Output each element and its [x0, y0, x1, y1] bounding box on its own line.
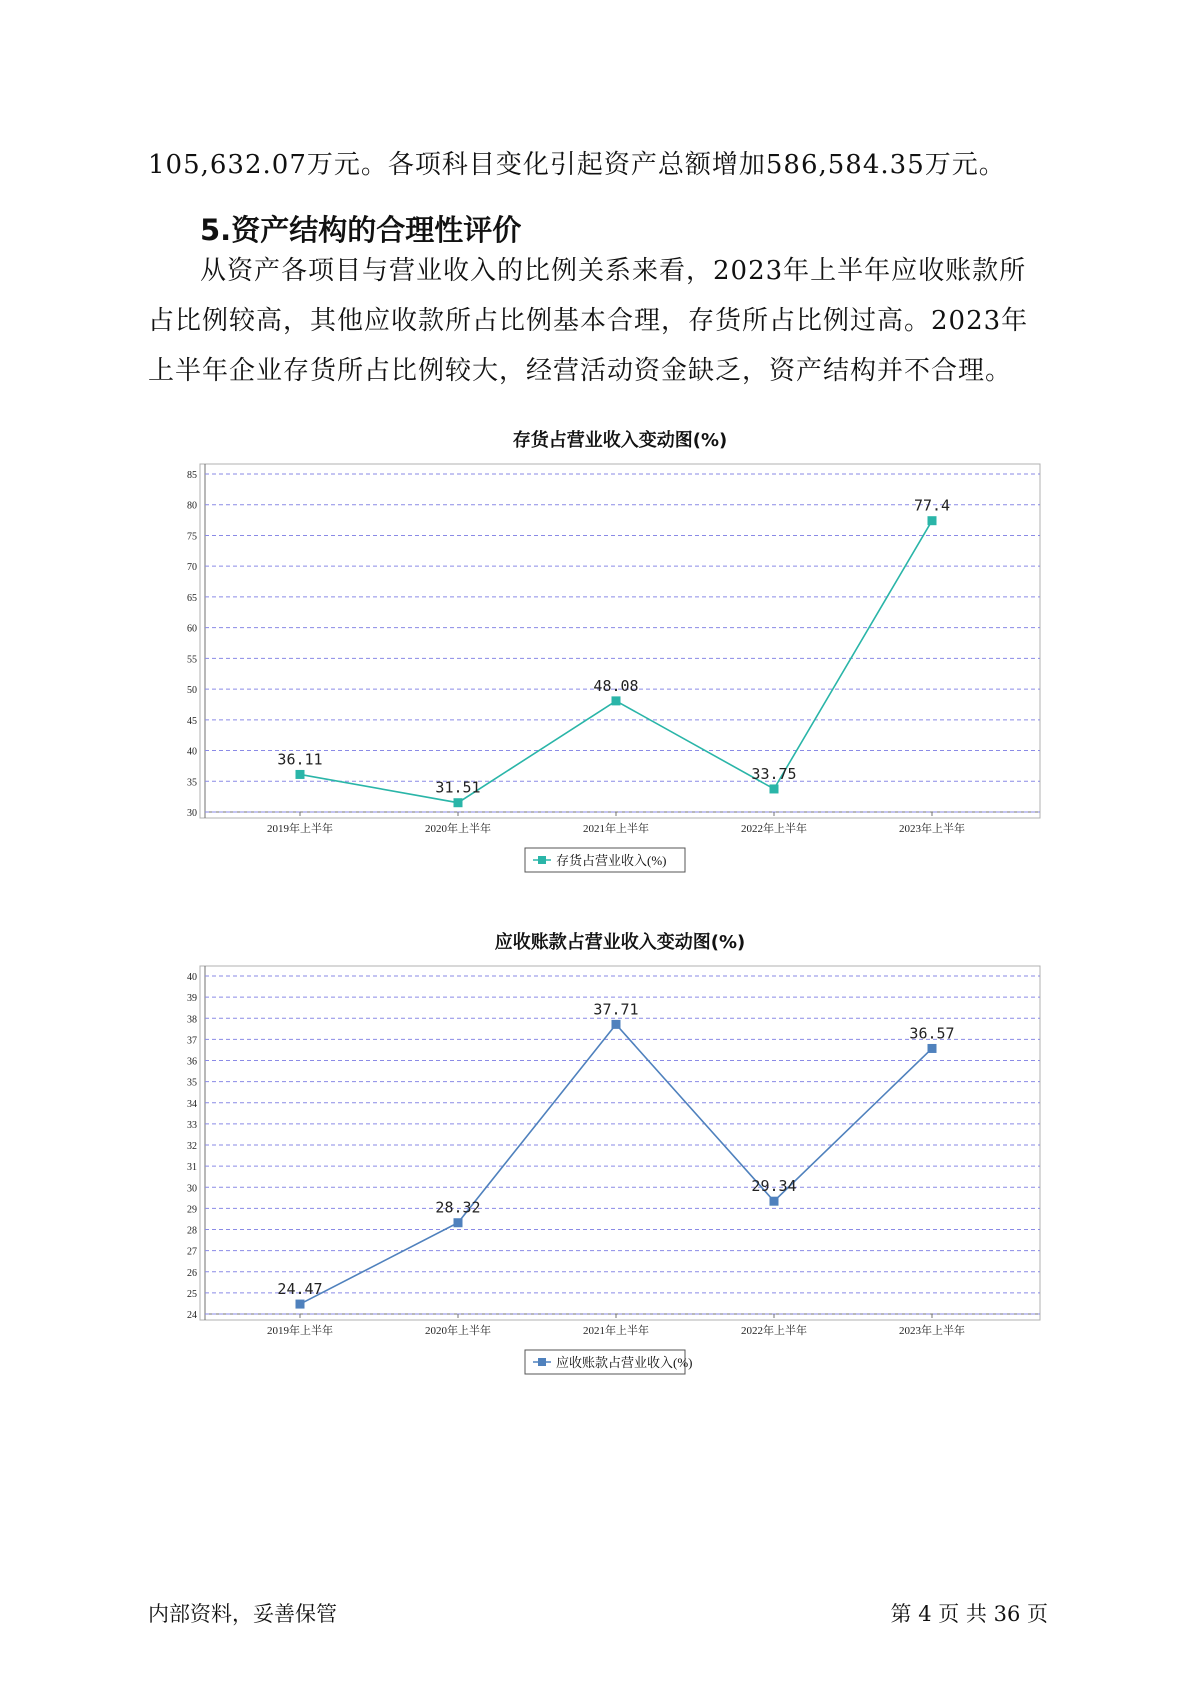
data-label: 36.57	[909, 1024, 955, 1043]
y-tick-label: 75	[187, 531, 197, 543]
y-tick-label: 39	[187, 993, 197, 1005]
y-tick-label: 37	[187, 1035, 197, 1047]
data-point-marker	[612, 1020, 621, 1029]
y-tick-label: 24	[187, 1310, 197, 1321]
section-heading: 5.资产结构的合理性评价	[200, 213, 522, 247]
data-label: 31.51	[435, 778, 481, 797]
chart-title: 存货占营业收入变动图(%)	[512, 430, 728, 451]
y-tick-label: 85	[187, 470, 197, 481]
y-tick-label: 33	[187, 1119, 197, 1131]
data-point-marker	[612, 696, 621, 705]
data-label: 48.08	[593, 676, 639, 695]
x-tick-label: 2021年上半年	[583, 823, 649, 835]
data-label: 28.32	[435, 1198, 481, 1217]
y-tick-label: 45	[187, 715, 197, 727]
footer-confidential-note: 内部资料，妥善保管	[148, 1602, 337, 1626]
y-tick-label: 55	[187, 654, 197, 666]
series-line	[300, 521, 932, 803]
y-tick-label: 25	[187, 1288, 197, 1300]
x-tick-label: 2023年上半年	[899, 1325, 965, 1337]
y-tick-label: 26	[187, 1267, 197, 1279]
data-point-marker	[770, 1197, 779, 1206]
footer-page-number: 第 4 页 共 36 页	[890, 1602, 1048, 1626]
x-tick-label: 2020年上半年	[425, 1325, 491, 1337]
series-line	[300, 1024, 932, 1304]
y-tick-label: 28	[187, 1225, 197, 1237]
y-tick-label: 70	[187, 562, 197, 574]
receivables-ratio-chart-svg	[0, 922, 1191, 1382]
data-label: 77.4	[913, 496, 951, 515]
body-text-line: 105,632.07万元。各项科目变化引起资产总额增加586,584.35万元。	[148, 150, 1006, 180]
inventory-ratio-chart	[0, 420, 1191, 880]
legend-marker	[538, 1358, 546, 1366]
x-tick-label: 2021年上半年	[583, 1325, 649, 1337]
x-tick-label: 2019年上半年	[267, 1325, 333, 1337]
x-tick-label: 2020年上半年	[425, 823, 491, 835]
x-tick-label: 2023年上半年	[899, 823, 965, 835]
data-label: 37.71	[593, 1000, 639, 1019]
plot-frame	[200, 966, 1040, 1320]
data-label: 29.34	[751, 1177, 797, 1196]
y-tick-label: 32	[187, 1141, 197, 1152]
data-point-marker	[296, 1300, 305, 1309]
y-tick-label: 31	[187, 1162, 197, 1174]
plot-frame	[200, 464, 1040, 818]
y-tick-label: 60	[187, 623, 197, 635]
body-paragraph: 从资产各项目与营业收入的比例关系来看，2023年上半年应收账款所占比例较高，其他应收款所占比例基本合理，存货所占比例过高。2023年上半年企业存货所占比例较大，经营活动资金缺乏，资产结构并不合理。	[148, 256, 1029, 386]
data-point-marker	[928, 1044, 937, 1053]
data-label: 33.75	[751, 764, 797, 783]
y-tick-label: 40	[187, 746, 197, 758]
x-tick-label: 2022年上半年	[741, 823, 807, 835]
y-tick-label: 50	[187, 685, 197, 697]
data-point-marker	[770, 784, 779, 793]
y-tick-label: 34	[187, 1098, 197, 1110]
y-tick-label: 65	[187, 592, 197, 604]
receivables-ratio-chart	[0, 922, 1191, 1382]
y-tick-label: 30	[187, 1183, 197, 1195]
data-point-marker	[454, 1218, 463, 1227]
y-tick-label: 36	[187, 1056, 197, 1068]
y-tick-label: 29	[187, 1204, 197, 1216]
data-label: 24.47	[277, 1280, 323, 1299]
legend-marker	[538, 856, 546, 864]
data-label: 36.11	[277, 750, 323, 769]
y-tick-label: 80	[187, 500, 197, 512]
y-tick-label: 27	[187, 1246, 197, 1258]
y-tick-label: 40	[187, 972, 197, 983]
x-tick-label: 2019年上半年	[267, 823, 333, 835]
y-tick-label: 35	[187, 1077, 197, 1089]
data-point-marker	[928, 516, 937, 525]
legend-label: 存货占营业收入(%)	[556, 853, 667, 868]
chart-title: 应收账款占营业收入变动图(%)	[494, 932, 746, 953]
data-point-marker	[296, 770, 305, 779]
inventory-ratio-chart-svg	[0, 420, 1191, 880]
data-point-marker	[454, 798, 463, 807]
legend-label: 应收账款占营业收入(%)	[556, 1355, 693, 1370]
x-tick-label: 2022年上半年	[741, 1325, 807, 1337]
y-tick-label: 38	[187, 1014, 197, 1026]
y-tick-label: 30	[187, 808, 197, 819]
y-tick-label: 35	[187, 777, 197, 789]
